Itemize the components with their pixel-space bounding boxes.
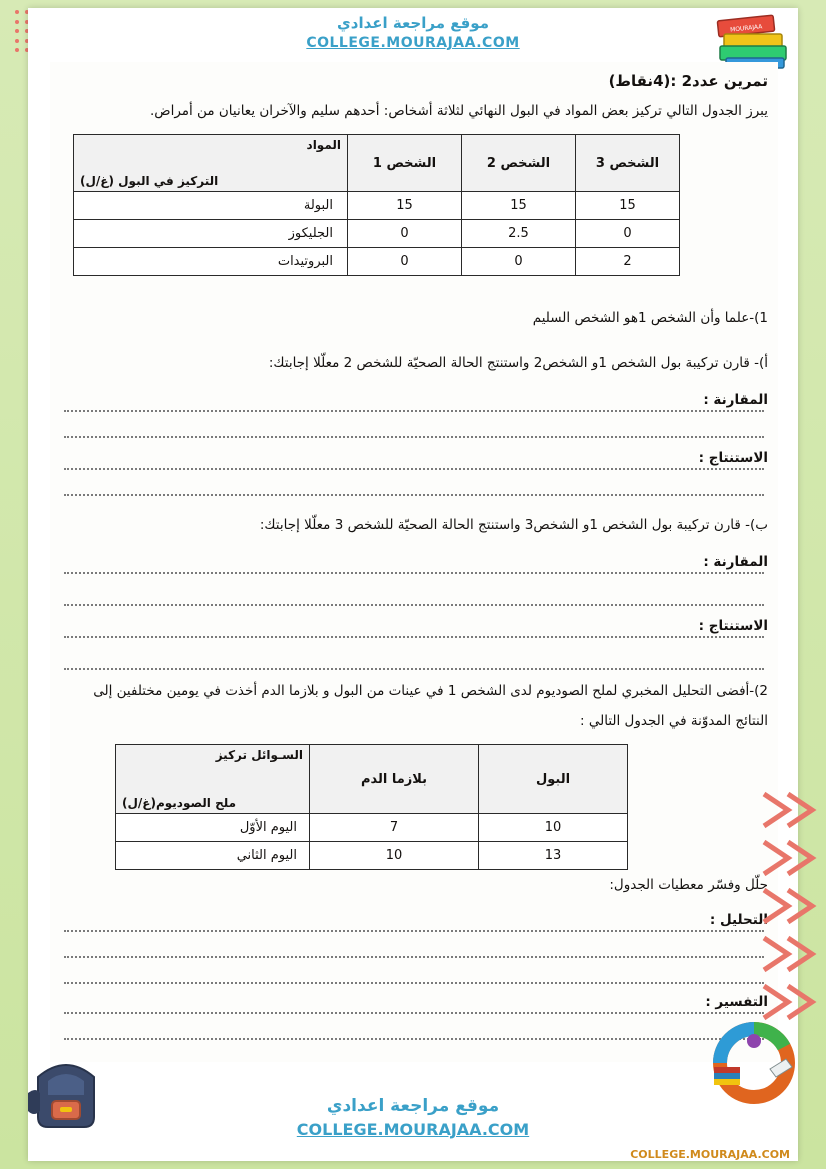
table-1-wrapper bbox=[73, 134, 680, 276]
table-row bbox=[116, 842, 628, 870]
chevron-decoration-icon bbox=[760, 886, 818, 926]
site-footer-url: COLLEGE.MOURAJAA.COM bbox=[296, 1120, 530, 1139]
site-footer-title: موقع مراجعة اعدادي bbox=[326, 1096, 500, 1116]
table2-r0-c1: 7 bbox=[310, 814, 479, 842]
chevron-decoration-icon bbox=[760, 934, 818, 974]
table2-r1-c1: 10 bbox=[310, 842, 479, 870]
question-1b: ب)- قارن تركيبة بول الشخص 1و الشخص3 واستنتج الحالة الصحيّة للشخص 3 معلّلا إجابتك: bbox=[259, 517, 768, 533]
table1-r1-c0: 0 bbox=[576, 220, 680, 248]
svg-text:MOURAJAA: MOURAJAA bbox=[729, 23, 763, 34]
answer-line[interactable] bbox=[64, 468, 764, 470]
table1-corner-cell bbox=[74, 135, 348, 192]
answer-line[interactable] bbox=[64, 956, 764, 958]
question-1a: أ)- قارن تركيبة بول الشخص 1و الشخص2 واستنتج الحالة الصحيّة للشخص 2 معلّلا إجابتك: bbox=[268, 355, 768, 371]
table1-r2-label: البروتيدات bbox=[74, 248, 348, 276]
table2-r0-label: اليوم الأوّل bbox=[116, 814, 310, 842]
table1-r2-c1: 0 bbox=[462, 248, 576, 276]
table2-r0-c0: 10 bbox=[479, 814, 628, 842]
table-row bbox=[116, 814, 628, 842]
answer-line[interactable] bbox=[64, 410, 764, 412]
label-conclusion-2: الاستنتاج : bbox=[695, 618, 768, 634]
answer-line[interactable] bbox=[64, 1012, 764, 1014]
table2-header-plasma: بلازما الدم bbox=[310, 745, 479, 814]
site-header-title: موقع مراجعة اعدادي bbox=[337, 14, 489, 32]
answer-line[interactable] bbox=[64, 436, 764, 438]
table1-corner-top-label: المواد bbox=[306, 138, 341, 152]
table1-header-person3: الشخص 3 bbox=[576, 135, 680, 192]
label-conclusion-1: الاستنتاج : bbox=[695, 450, 768, 466]
table-concentration-urine bbox=[73, 134, 680, 276]
table1-r2-c2: 0 bbox=[348, 248, 462, 276]
table-row bbox=[74, 192, 680, 220]
table2-header-urine: البول bbox=[479, 745, 628, 814]
answer-line[interactable] bbox=[64, 1038, 764, 1040]
label-comparison-2: المقارنة : bbox=[699, 554, 768, 570]
table-row bbox=[74, 248, 680, 276]
table2-corner-top-label: السـوائل تركيز bbox=[215, 748, 303, 762]
table1-r1-label: الجليكوز bbox=[74, 220, 348, 248]
answer-line[interactable] bbox=[64, 572, 764, 574]
table1-r1-c1: 2.5 bbox=[462, 220, 576, 248]
label-comparison-1: المقارنة : bbox=[699, 392, 768, 408]
exercise-title: تمرين عدد2 :(4نقاط) bbox=[608, 72, 768, 90]
answer-line[interactable] bbox=[64, 668, 764, 670]
question-2-prompt: حلّل وفسّر معطيات الجدول: bbox=[609, 877, 768, 893]
exercise-sheet bbox=[50, 62, 778, 1062]
answer-line[interactable] bbox=[64, 604, 764, 606]
chevron-decoration-icon bbox=[760, 838, 818, 878]
site-footer-small-url: COLLEGE.MOURAJAA.COM bbox=[630, 1148, 790, 1161]
table1-corner-bottom-label: التركيز في البول (غ/ل) bbox=[80, 174, 219, 188]
table1-r0-c0: 15 bbox=[576, 192, 680, 220]
table2-r1-label: اليوم الثاني bbox=[116, 842, 310, 870]
table-sodium-concentration bbox=[115, 744, 628, 870]
exercise-intro: يبرز الجدول التالي تركيز بعض المواد في البول النهائي لثلاثة أشخاص: أحدهم سليم والآخران يعانيان من أمراض. bbox=[149, 103, 768, 119]
site-header bbox=[28, 8, 798, 60]
table1-header-person2: الشخص 2 bbox=[462, 135, 576, 192]
question-1: 1)-علما وأن الشخص 1هو الشخص السليم bbox=[532, 310, 768, 326]
answer-line[interactable] bbox=[64, 982, 764, 984]
question-2-line2: النتائج المدوّنة في الجدول التالي : bbox=[580, 713, 768, 729]
table-2-wrapper bbox=[115, 744, 628, 870]
table1-r2-c0: 2 bbox=[576, 248, 680, 276]
answer-line[interactable] bbox=[64, 494, 764, 496]
table2-corner-bottom-label: ملح الصوديوم(غ/ل) bbox=[122, 796, 237, 810]
site-header-url: COLLEGE.MOURAJAA.COM bbox=[306, 35, 520, 51]
chevron-decoration-icon bbox=[760, 790, 818, 830]
label-interpretation: التفسير : bbox=[701, 994, 768, 1010]
table1-r0-label: البولة bbox=[74, 192, 348, 220]
answer-line[interactable] bbox=[64, 930, 764, 932]
table1-r0-c2: 15 bbox=[348, 192, 462, 220]
answer-line[interactable] bbox=[64, 636, 764, 638]
question-2-line1: 2)-أفضى التحليل المخبري لملح الصوديوم لدى الشخص 1 في عينات من البول و بلازما الدم أخذت في يومين مختلفين إلى bbox=[93, 683, 768, 699]
label-analysis: التحليل : bbox=[706, 912, 768, 928]
table1-r1-c2: 0 bbox=[348, 220, 462, 248]
table2-r1-c0: 13 bbox=[479, 842, 628, 870]
table1-header-person1: الشخص 1 bbox=[348, 135, 462, 192]
table1-r0-c1: 15 bbox=[462, 192, 576, 220]
table-row bbox=[74, 220, 680, 248]
table2-corner-cell bbox=[116, 745, 310, 814]
site-footer bbox=[28, 1096, 798, 1139]
